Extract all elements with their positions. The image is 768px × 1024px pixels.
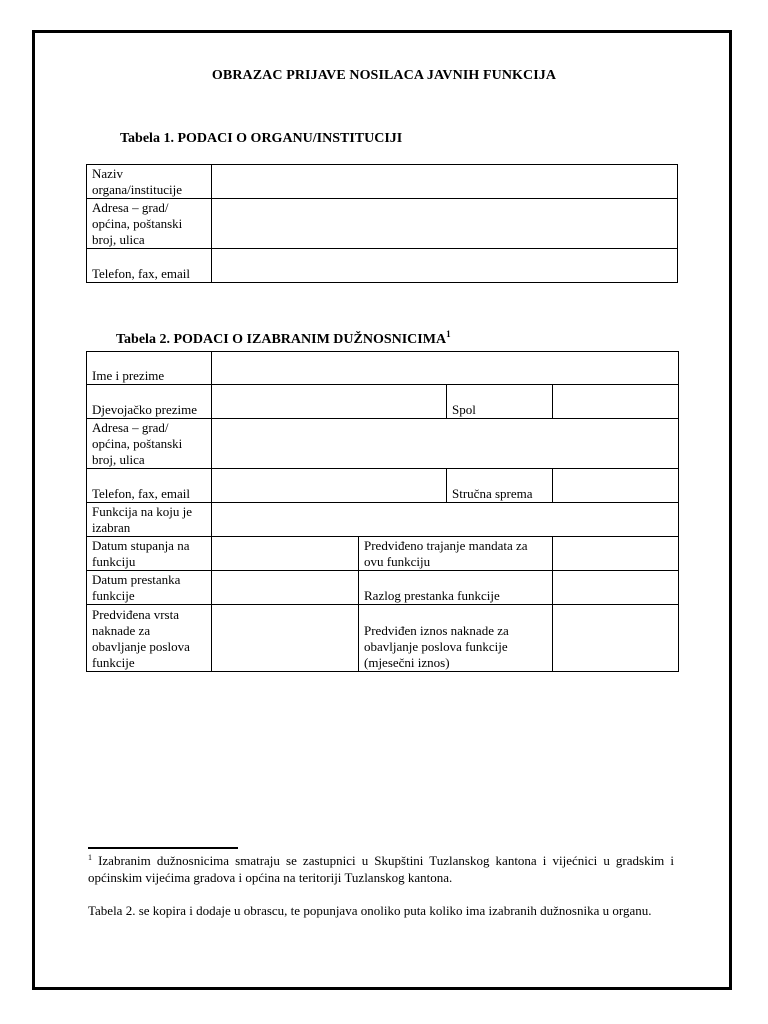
label-telefon: Telefon, fax, email [87, 469, 212, 503]
label-naziv-organa: Naziv organa/institucije [87, 165, 212, 199]
field-telefon-organa[interactable] [212, 249, 678, 283]
table1-caption: Tabela 1. PODACI O ORGANU/INSTITUCIJI [120, 131, 403, 146]
label-razlog-prestanka: Razlog prestanka funkcije [359, 571, 553, 605]
field-funkcija[interactable] [212, 503, 679, 537]
label-strucna-sprema: Stručna sprema [447, 469, 553, 503]
field-datum-prestanka[interactable] [212, 571, 359, 605]
table-row [87, 249, 678, 283]
document-title: OBRAZAC PRIJAVE NOSILACA JAVNIH FUNKCIJA [211, 68, 557, 83]
label-datum-stupanja: Datum stupanja na funkciju [87, 537, 212, 571]
label-telefon-organa: Telefon, fax, email [87, 249, 212, 283]
table-row [87, 199, 678, 249]
footnote-1 [88, 852, 674, 886]
table-row [87, 165, 678, 199]
table-row [87, 571, 679, 605]
label-adresa: Adresa – grad/ općina, poštanski broj, ulica [87, 419, 212, 469]
table-row [87, 419, 679, 469]
footnote-separator [88, 847, 238, 849]
label-iznos-naknade: Predviđen iznos naknade za obavljanje poslova funkcije (mjesečni iznos) [359, 605, 553, 672]
field-adresa[interactable] [212, 419, 679, 469]
field-djevojacko-prezime[interactable] [212, 385, 447, 419]
label-spol: Spol [447, 385, 553, 419]
label-ime-prezime: Ime i prezime [87, 352, 212, 385]
footnote-ref-mark: 1 [446, 329, 451, 339]
field-spol[interactable] [553, 385, 679, 419]
table-row [87, 503, 679, 537]
field-ime-prezime[interactable] [212, 352, 679, 385]
field-strucna-sprema[interactable] [553, 469, 679, 503]
field-telefon[interactable] [212, 469, 447, 503]
label-trajanje-mandata: Predviđeno trajanje mandata za ovu funkciju [359, 537, 553, 571]
field-adresa-organa[interactable] [212, 199, 678, 249]
table-row [87, 469, 679, 503]
footnote-1-text: Izabranim dužnosnicima smatraju se zastupnici u Skupštini Tuzlanskog kantona i vijećnici u gradskim i općinskim vijećima gradova i općina na teritoriji Tuzlanskog kantona. [88, 853, 674, 885]
table1-organ-info [86, 164, 678, 283]
table-row [87, 385, 679, 419]
label-datum-prestanka: Datum prestanka funkcije [87, 571, 212, 605]
table-row [87, 352, 679, 385]
field-iznos-naknade[interactable] [553, 605, 679, 672]
footnote-note-table-copy: Tabela 2. se kopira i dodaje u obrascu, te popunjava onoliko puta koliko ima izabranih dužnosnika u organu. [88, 903, 652, 918]
field-vrsta-naknade[interactable] [212, 605, 359, 672]
label-adresa-organa: Adresa – grad/ općina, poštanski broj, ulica [87, 199, 212, 249]
label-funkcija: Funkcija na koju je izabran [87, 503, 212, 537]
table-row [87, 537, 679, 571]
footnote-mark: 1 [88, 853, 92, 862]
table2-caption [116, 329, 451, 348]
field-razlog-prestanka[interactable] [553, 571, 679, 605]
label-vrsta-naknade: Predviđena vrsta naknade za obavljanje poslova funkcije [87, 605, 212, 672]
field-datum-stupanja[interactable] [212, 537, 359, 571]
table2-officials-info [86, 351, 679, 672]
field-naziv-organa[interactable] [212, 165, 678, 199]
table2-caption-text: Tabela 2. PODACI O IZABRANIM DUŽNOSNICIMA [116, 332, 447, 347]
label-djevojacko-prezime: Djevojačko prezime [87, 385, 212, 419]
table-row [87, 605, 679, 672]
field-trajanje-mandata[interactable] [553, 537, 679, 571]
